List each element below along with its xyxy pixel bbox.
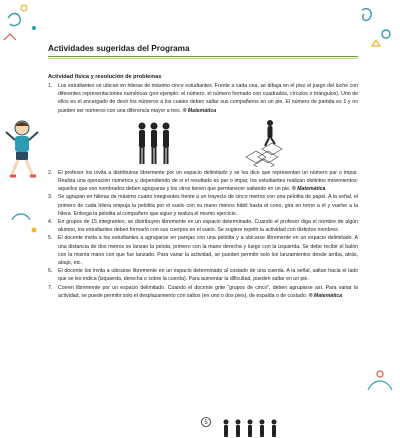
activity-illustration-row [48, 115, 358, 169]
corner-doodle-top-right [352, 0, 400, 60]
boy-jumping-illustration [2, 118, 42, 186]
corner-doodle-top-left [0, 0, 48, 60]
activity-text: Los estudiantes se ubican en hileras de máximo cinco estudiantes. Frente a cada una, se dibuja en el piso el juego del luche con diferentes representaciones numéricas (por ejemplo: el número, el número formado con cuadrados, círculos o triángulos). Uno de ellos es el encargado de decir los números a los cuales deben saltar sus compañeros en un pie. El número de partida es 1 y no pueden ser números con una diferencia mayor a tres. [58, 83, 358, 114]
corner-doodle-bottom-right [360, 360, 400, 400]
activity-item-2 [48, 169, 358, 194]
activity-text: El docente los invita a ubicarse libremente en un espacio determinado al costado de una cuerda. A la señal, saltan hacia el lado que se les indica (izquierda, derecha o sobre la cuerda). Para aumentar la dificultad, pueden saltar en un pie. [58, 268, 358, 283]
activity-text: El profesor los invita a distribuirse libremente por un espacio delimitado y se les dice que representan un número par o impar. Realiza una operación numérica y, dependiendo de si el resultado es par o impar, los estudiantes realizan distintos movimientos: aquellos que son nombrados deben agruparse y los otros tienen que permanecer saltando en un pie. [58, 169, 358, 193]
grouping-students-illustration [198, 416, 298, 438]
activity-text: Corren libremente por un espacio delimitado. Cuando el docente grite “grupos de cinco”, deben agruparse así. Para variar la actividad, se puede permitir solo el desplazamiento con saltos (en uno o dos pies), de espalda o de costado. [58, 284, 358, 299]
students-in-line-illustration [136, 121, 172, 167]
activity-number: 6. [48, 268, 53, 275]
title-divider-light [48, 58, 358, 59]
page-title: Actividades sugeridas del Programa [48, 44, 190, 53]
activity-number: 7. [48, 284, 53, 291]
activity-item-3 [48, 193, 358, 218]
activity-item-4 [48, 218, 358, 234]
hopscotch-illustration [240, 117, 292, 167]
subject-tag: ® Matemática [308, 292, 343, 299]
activity-text: El docente invita a los estudiantes a agruparse en parejas con una pelotita y a ubicarse libremente en un espacio delimitado. A una distancia de dos metros se lanzan la pelota, primero con la mano derecha y luego con la izquierda. Se debe recibir el balón con la misma mano con que fue lanzado. Para variar la actividad, se pueden permitir solo los lanzamientos desde arriba, atrás, abajo, etc. [58, 235, 358, 267]
section-subtitle: Actividad física y resolución de problemas [48, 74, 162, 80]
activity-text: En grupos de 15 integrantes, se distribuyen libremente en un espacio determinado. Cuando el profesor diga el nombre de algún alumno, los estudiantes deben formarlo con sus cuerpos en el suelo. Se sugiere repetir la actividad con distintos nombres. [58, 219, 358, 234]
activity-item-6 [48, 267, 358, 283]
activity-item-5 [48, 234, 358, 267]
subject-tag: ® Matemática [182, 107, 217, 114]
activity-item-7 [48, 284, 358, 300]
activity-number: 1. [48, 83, 53, 89]
figure-number: 5 [204, 420, 208, 426]
activity-number: 2. [48, 169, 53, 176]
title-divider [48, 56, 358, 57]
activity-number: 5. [48, 235, 53, 242]
activity-item-1 [48, 82, 358, 115]
subject-tag: ® Matemática [291, 186, 326, 193]
activity-number: 4. [48, 219, 53, 226]
activities-page [48, 38, 358, 426]
activity-text: Se agrupan en hileras de máximo cuatro integrantes frente a un trayecto de cinco metros con una pelotita de papel. A la señal, el primero de cada hilera empuja la pelotita por el suelo con su mano menos hábil hasta el cono, gira en torno a él y vuelve a la hilera. Entrega la pelotita al compañero que sigue y realiza el mismo ejercicio. [58, 194, 358, 217]
activity-number: 3. [48, 194, 53, 201]
activity-list [48, 82, 358, 300]
corner-doodle-left-middle [6, 200, 42, 240]
